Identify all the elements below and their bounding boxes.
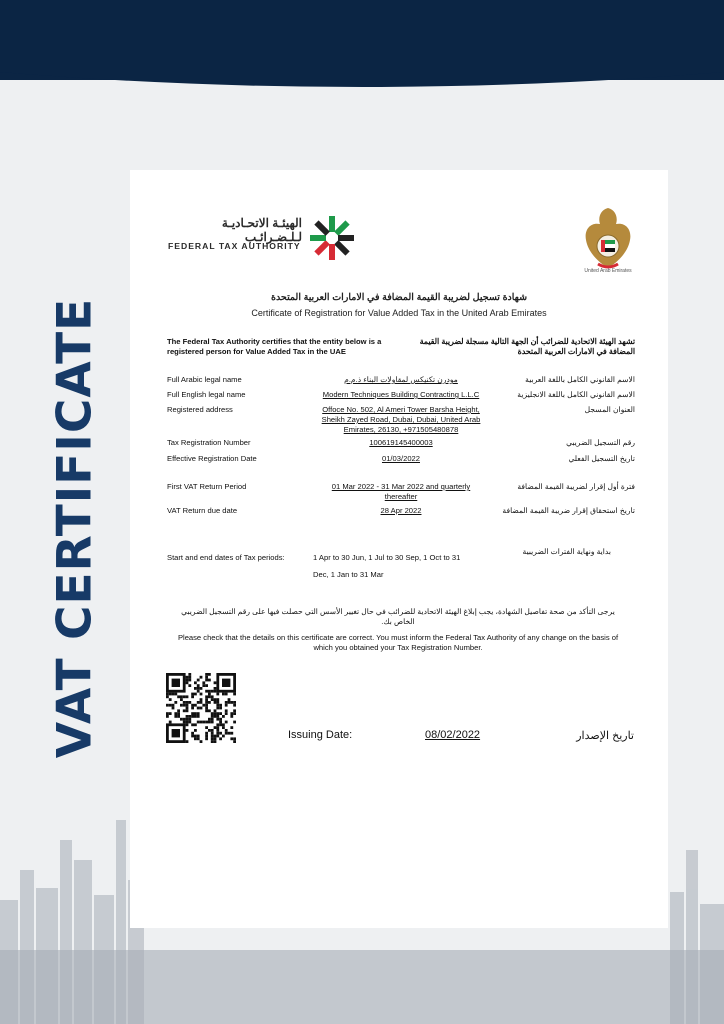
title-english: Certificate of Registration for Value Added Tax in the United Arab Emirates [251,308,547,318]
field-value: 100619145400003 [369,438,433,447]
header-curve [0,0,724,110]
tax-periods-label-arabic: بداية ونهاية الفترات الضريبية [522,547,611,556]
tax-periods-value-line1: 1 Apr to 30 Jun, 1 Jul to 30 Sep, 1 Oct to 31 [313,553,461,562]
intro-english: The Federal Tax Authority certifies that the entity below is a registered person for Value Added Tax in the UAE [167,337,382,356]
field-label-en: Registered address [167,405,233,414]
field-label-ar: الاسم القانوني الكامل باللغة الانجليزية [517,390,635,399]
field-value: Modern Techniques Building Contracting L.L.C [322,390,480,399]
issuing-date-value: 08/02/2022 [425,729,481,741]
field-value: 01/03/2022 [381,454,420,463]
fta-logo [168,216,358,264]
certificate-page [130,170,668,928]
issuing-date-label: Issuing Date: [288,729,353,741]
field-label-en: First VAT Return Period [167,482,247,491]
field-label-en: Full Arabic legal name [167,375,242,384]
field-label-ar: تاريخ التسجيل الفعلي [568,454,635,463]
qr-code [166,673,236,743]
field-value: 01 Mar 2022 - 31 Mar 2022 and quarterly thereafter [331,482,471,501]
field-label-ar: تاريخ استحقاق إقرار ضريبة القيمة المضافة [502,506,635,515]
fta-name-arabic: الهيئـة الاتحـاديـة لـلـضـرائـب [221,216,302,244]
field-label-ar: رقم التسجيل الضريبي [566,438,635,447]
field-label-ar: فترة أول إقرار لضريبة القيمة المضافة [517,482,635,491]
tax-periods-value-line2: Dec, 1 Jan to 31 Mar [313,570,384,579]
fta-name-english: FEDERAL TAX AUTHORITY [168,241,301,251]
field-label-en: Effective Registration Date [167,454,257,463]
field-value: 28 Apr 2022 [380,506,422,515]
title-arabic: شهادة تسجيل لضريبة القيمة المضافة في الامارات العربية المتحدة [270,292,528,303]
tax-periods-label: Start and end dates of Tax periods: [167,553,285,562]
intro-arabic: تشهد الهيئة الاتحادية للضرائب أن الجهة التالية مسجلة لضريبة القيمة المضافة في الامارات العربية المتحدة [419,337,635,356]
uae-emblem-icon [580,204,636,276]
notice-english: Please check that the details on this certificate are correct. You must inform the Federal Tax Authority of any change on the basis of which you obtained your Tax Registration Number. [177,633,619,652]
issuing-date-label-arabic: تاريخ الإصدار [576,730,634,742]
notice-arabic: يرجى التأكد من صحة تفاصيل الشهادة، يجب إبلاغ الهيئة الاتحادية للضرائب في حال تغيير الأسس التي حصلت فيها على رقم التسجيل الضريبي الخاص بك. [181,607,615,626]
field-value: Offoce No. 502, Al Ameri Tower Barsha Height, Sheikh Zayed Road, Dubai, Dubai, United Arab Emirates, 26130, +971505480878 [321,405,481,434]
vat-certificate-banner: VAT CERTIFICATE [47,297,103,759]
field-label-en: Full English legal name [167,390,246,399]
emblem-caption: United Arab Emirates [584,268,632,274]
field-label-en: Tax Registration Number [167,438,251,447]
field-label-ar: العنوان المسجل [584,405,635,414]
fta-star-icon [308,214,356,262]
field-label-en: VAT Return due date [167,506,238,515]
field-value: مودرن تكنيكس لمقاولات البناء ذ.م.م [344,375,458,384]
field-label-ar: الاسم القانوني الكامل باللغة العربية [525,375,635,384]
